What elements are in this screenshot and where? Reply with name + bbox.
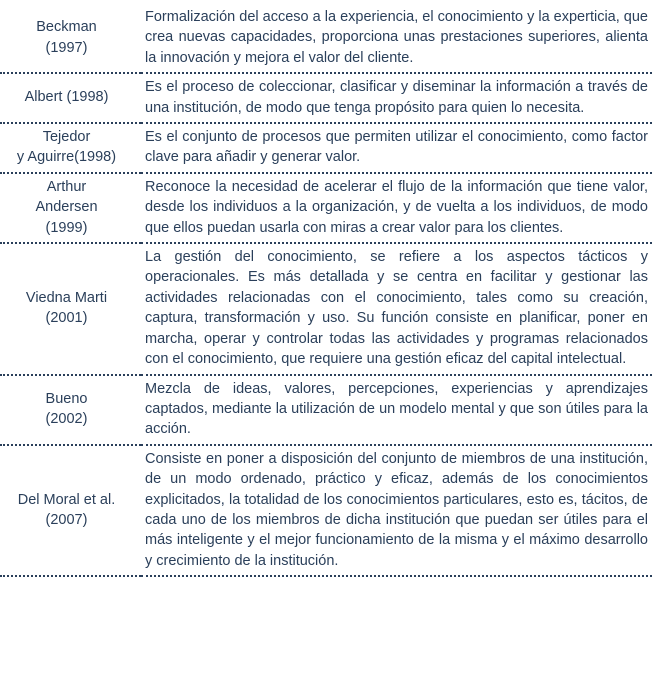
definition-cell: La gestión del conocimiento, se refiere a los aspectos tácticos y operacionales. Es más detallada y se centra en facilitar y gestionar las actividades relacionadas con el conocimiento, tales como su creación, captura, transformación y uso. Su función consiste en planificar, poner en marcha, operar y controlar todas las actividades y programas relacionados con el conocimiento, que requiere una gestión eficaz del capital intelectual.: [145, 249, 648, 368]
author-cell: Beckman (1997): [36, 19, 97, 56]
table-row: [0, 123, 652, 173]
definitions-table: [0, 4, 652, 577]
author-cell: Tejedor y Aguirre(1998): [16, 129, 117, 166]
table-row: [0, 73, 652, 123]
table-row: [0, 243, 652, 374]
definition-cell: Es el proceso de coleccionar, clasificar y diseminar la información a través de una institución, de modo que tenga propósito para quien lo necesita.: [145, 79, 648, 116]
definition-cell: Consiste en poner a disposición del conjunto de miembros de una institución, de un modo ordenado, práctico y eficaz, además de los conocimientos explicitados, la totalidad de los conocimientos particulares, esto es, tácitos, de cada uno de los miembros de dicha institución que puedan ser útiles para el más inteligente y el mejor funcionamiento de la misma y el máximo desarrollo y crecimiento de la institución.: [145, 450, 648, 569]
author-cell: Del Moral et al. (2007): [17, 491, 116, 528]
table-row: [0, 173, 652, 243]
definition-cell: Formalización del acceso a la experiencia, el conocimiento y la experticia, que crea nuevas capacidades, proporciona unas prestaciones superiores, alienta la innovación y mejora el valor del cliente.: [145, 9, 648, 66]
author-cell: Bueno (2002): [45, 390, 88, 428]
definition-cell: Mezcla de ideas, valores, percepciones, experiencias y aprendizajes captados, mediante la utilización de un modelo mental y que son útiles para la acción.: [145, 380, 648, 438]
table-row: [0, 4, 652, 73]
table-row: [0, 445, 652, 576]
author-cell: Albert (1998): [24, 89, 109, 106]
author-cell: Viedna Marti (2001): [25, 289, 108, 327]
author-cell: Arthur Andersen (1999): [35, 178, 98, 236]
table-row: [0, 375, 652, 445]
definition-cell: Es el conjunto de procesos que permiten utilizar el conocimiento, como factor clave para añadir y generar valor.: [145, 129, 648, 166]
definition-cell: Reconoce la necesidad de acelerar el flujo de la información que tiene valor, desde los individuos a la organización, y de vuelta a los individuos, de modo que ellos puedan usarla con miras a crear valor para los clientes.: [145, 178, 648, 236]
